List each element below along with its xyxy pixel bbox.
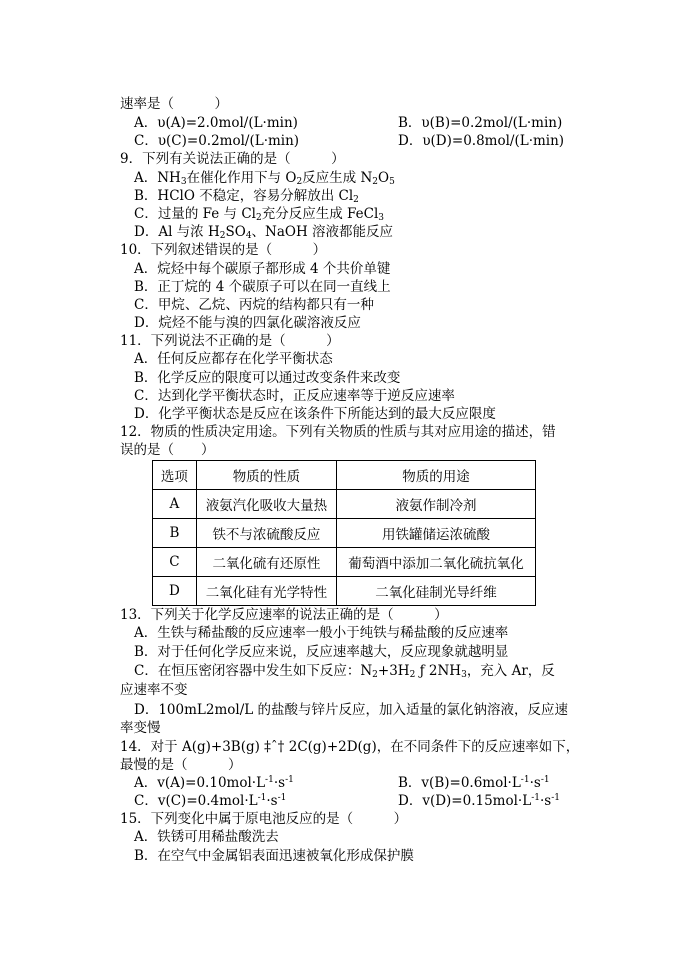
- q8-stem-tail: 速率是（ ）: [120, 96, 228, 112]
- table-cell: 二氧化硫有还原性: [196, 548, 336, 577]
- table-header-cell: 物质的用途: [337, 461, 536, 490]
- table-cell: D: [153, 577, 197, 606]
- q14-option-b: B．$v(B)=0.6mol\cdot L^{-1}\cdot s^{-1}$: [398, 775, 550, 791]
- table-cell: 用铁罐储运浓硫酸: [337, 519, 536, 548]
- q9-option-b: B．HClO 不稳定，容易分解放出 $Cl_2$: [134, 188, 359, 205]
- table-cell: 液氨作制冷剂: [337, 490, 536, 519]
- q8-option-a: A．υ(A)=2.0mol/(L·min): [134, 115, 298, 131]
- table-header-cell: 选项: [153, 461, 197, 490]
- table-cell: 二氧化硅有光学特性: [196, 577, 336, 606]
- q8-option-d: D．υ(D)=0.8mol/(L·min): [398, 133, 565, 149]
- q10-stem: 10．下列叙述错误的是（ ）: [120, 242, 327, 258]
- table-cell: C: [153, 548, 197, 577]
- table-header-cell: 物质的性质: [196, 461, 336, 490]
- q12-table: [152, 460, 536, 606]
- q15-stem: 15．下列变化中属于原电池反应的是（ ）: [120, 811, 408, 827]
- table-cell: 铁不与浓硫酸反应: [196, 519, 336, 548]
- q14-option-a: A．$v(A)=0.10mol\cdot L^{-1}\cdot s^{-1}$: [134, 775, 294, 791]
- q9-option-a: A．$NH_3$在催化作用下与 $O_2$反应生成 $N_2O_5$: [134, 170, 395, 187]
- q10-option-d: D．烷烃不能与溴的四氯化碳溶液反应: [134, 315, 361, 331]
- table-cell: 二氧化硅制光导纤维: [337, 577, 536, 606]
- q13-option-c: C．在恒压密闭容器中发生如下反应：$N_2+3H_2$ ƒ $2NH_3$，充入 Ar，反: [134, 663, 555, 680]
- q11-option-a: A．任何反应都存在化学平衡状态: [134, 351, 333, 367]
- table-row: [153, 577, 536, 606]
- table-row: [153, 519, 536, 548]
- q15-option-a: A．铁锈可用稀盐酸洗去: [134, 829, 279, 845]
- table-cell: 液氨汽化吸收大量热: [196, 490, 336, 519]
- q14-option-d: D．$v(D)=0.15mol\cdot L^{-1}\cdot s^{-1}$: [398, 793, 560, 809]
- q9-option-c: C．过量的 Fe 与 $Cl_2$充分反应生成 FeCl$_3$: [134, 206, 384, 223]
- q10-option-a: A．烷烃中每个碳原子都形成 4 个共价单键: [134, 261, 391, 277]
- q8-option-b: B．υ(B)=0.2mol/(L·min): [398, 115, 563, 131]
- table-cell: B: [153, 519, 197, 548]
- q14-stem-line2: 最慢的是（ ）: [120, 757, 242, 773]
- q10-option-b: B．正丁烷的 4 个碳原子可以在同一直线上: [134, 279, 391, 295]
- table-row: [153, 490, 536, 519]
- q12-stem-line1: 12．物质的性质决定用途。下列有关物质的性质与其对应用途的描述，错: [120, 424, 556, 440]
- q9-stem: 9．下列有关说法正确的是（ ）: [120, 151, 345, 167]
- table-header-row: [153, 461, 536, 490]
- q13-option-a: A．生铁与稀盐酸的反应速率一般小于纯铁与稀盐酸的反应速率: [134, 625, 509, 641]
- q13-option-b: B．对于任何化学反应来说，反应速率越大，反应现象就越明显: [134, 644, 509, 660]
- q11-option-c: C．达到化学平衡状态时，正反应速率等于逆反应速率: [134, 388, 455, 404]
- q12-stem-line2: 误的是（ ）: [120, 442, 215, 458]
- q13-option-d: D．100mL2mol/L 的盐酸与锌片反应，加入适量的氯化钠溶液，反应速: [134, 702, 568, 718]
- q13-option-c-cont: 应速率不变: [120, 682, 188, 698]
- table-row: [153, 548, 536, 577]
- q13-stem: 13．下列关于化学反应速率的说法正确的是（ ）: [120, 607, 448, 623]
- q9-option-d: D．Al 与浓 $H_2SO_4$、NaOH 溶液都能反应: [134, 224, 394, 241]
- q14-stem-line1: 14．对于 A(g)+3B(g) ‡ˆ† 2C(g)+2D(g)，在不同条件下的反应速率如下，: [120, 739, 580, 755]
- q11-option-d: D．化学平衡状态是反应在该条件下所能达到的最大反应限度: [134, 406, 496, 422]
- q14-option-c: C．$v(C)=0.4mol\cdot L^{-1}\cdot s^{-1}$: [134, 793, 287, 809]
- q8-option-c: C．υ(C)=0.2mol/(L·min): [134, 133, 300, 149]
- table-cell: A: [153, 490, 197, 519]
- q15-option-b: B．在空气中金属铝表面迅速被氧化形成保护膜: [134, 848, 414, 864]
- q10-option-c: C．甲烷、乙烷、丙烷的结构都只有一种: [134, 297, 374, 313]
- q11-option-b: B．化学反应的限度可以通过改变条件来改变: [134, 370, 401, 386]
- q13-option-d-cont: 率变慢: [120, 720, 161, 736]
- table-cell: 葡萄酒中添加二氧化硫抗氧化: [337, 548, 536, 577]
- q11-stem: 11．下列说法不正确的是（ ）: [120, 333, 340, 349]
